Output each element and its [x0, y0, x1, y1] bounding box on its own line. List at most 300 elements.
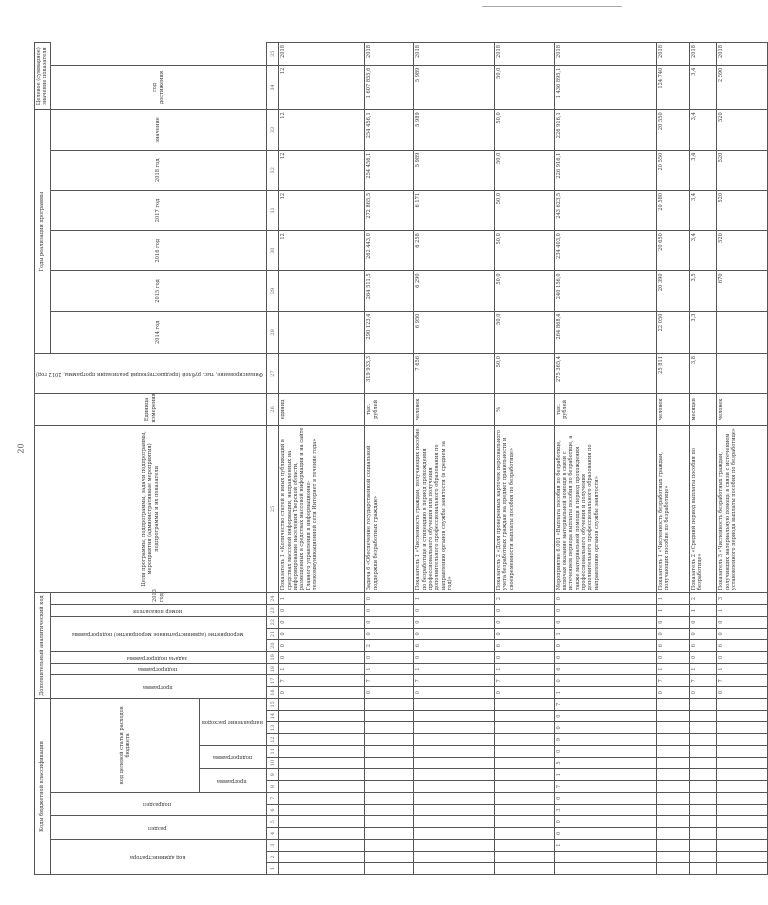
row-name: Задача 6 «Обеспечение государственной социальной поддержки безработных граждан» — [365, 425, 414, 593]
page-number: 20 — [16, 443, 26, 454]
code-digit — [689, 816, 717, 828]
column-number: 27 — [267, 354, 279, 394]
dop-indicator-header: номер показателя — [50, 605, 267, 617]
code-digit — [656, 816, 689, 828]
code-digit — [689, 698, 717, 710]
code-digit: 7 — [689, 675, 717, 687]
code-digit — [689, 781, 717, 793]
code-digit — [414, 863, 495, 875]
code-digit: 1 — [554, 628, 656, 640]
code-digit: 6 — [656, 640, 689, 652]
code-digit — [656, 804, 689, 816]
code-digit — [279, 851, 365, 863]
target-year-header: год достижения — [50, 65, 267, 110]
code-digit — [279, 722, 365, 734]
table-row — [414, 43, 495, 875]
code-digit: 0 — [717, 687, 767, 699]
row-target-value: 3,4 — [689, 65, 717, 110]
row-target-year: 2018 — [365, 43, 414, 66]
y2016-header: 2016 год — [50, 231, 267, 271]
code-digit: 1 — [689, 605, 717, 617]
row-year-value: 3,4 — [689, 110, 717, 150]
target-article-header: код целевой статьи расходов бюджета — [50, 698, 200, 792]
code-digit — [717, 769, 767, 781]
code-digit — [656, 710, 689, 722]
row-year-value: 50,0 — [495, 231, 555, 271]
code-digit: 0 — [554, 722, 656, 734]
code-digit: 0 — [554, 828, 656, 840]
code-digit — [717, 722, 767, 734]
row-unit: % — [495, 394, 555, 425]
code-digit — [365, 816, 414, 828]
code-digit — [414, 816, 495, 828]
code-digit: 1 — [554, 839, 656, 851]
column-number: 21 — [267, 628, 279, 640]
admin-code-header: код администратора — [50, 839, 267, 874]
code-digit — [279, 757, 365, 769]
code-digit: 7 — [717, 675, 767, 687]
code-digit — [365, 839, 414, 851]
row-unit: человек — [717, 394, 767, 425]
row-year-value: 264 511,5 — [365, 271, 414, 311]
row-target-value: 12 — [279, 65, 365, 110]
column-number: 30 — [267, 231, 279, 271]
y2015-header: 2015 год — [50, 271, 267, 311]
row-year-value: 3,4 — [689, 150, 717, 190]
code-digit — [414, 745, 495, 757]
code-digit — [717, 816, 767, 828]
code-digit — [414, 769, 495, 781]
row-unit: месяцев — [689, 394, 717, 425]
row-name: Показатель 1 «Численность безработных граждан, получающих пособие по безработице» — [656, 425, 689, 593]
code-digit — [689, 839, 717, 851]
code-digit — [656, 851, 689, 863]
row-year-value: 12 — [279, 110, 365, 150]
row-year-value: 234 403,0 — [554, 231, 656, 271]
code-digit: 0 — [554, 640, 656, 652]
table-row — [717, 43, 767, 875]
code-digit: 1 — [554, 769, 656, 781]
column-number: 6 — [267, 804, 279, 816]
code-digit: 6 — [554, 663, 656, 675]
financing-2012-header: Финансирование, тыс. рублей (предшествующий реализации программы, 2012 год) — [35, 354, 267, 394]
code-digit — [279, 781, 365, 793]
code-digit: 0 — [656, 616, 689, 628]
code-digit: 1 — [656, 663, 689, 675]
code-digit — [365, 698, 414, 710]
code-digit: 0 — [279, 605, 365, 617]
code-digit — [414, 851, 495, 863]
code-digit — [495, 804, 555, 816]
row-target-year: 2018 — [656, 43, 689, 66]
column-number: 2 — [267, 851, 279, 863]
code-digit — [689, 792, 717, 804]
code-digit: 0 — [495, 628, 555, 640]
code-digit — [414, 792, 495, 804]
code-digit — [365, 769, 414, 781]
code-digit — [717, 781, 767, 793]
code-digit: 0 — [414, 687, 495, 699]
code-digit: 0 — [495, 687, 555, 699]
code-digit: 0 — [414, 616, 495, 628]
code-digit — [495, 851, 555, 863]
row-year-value: 50,0 — [495, 150, 555, 190]
y2018-header: 2018 год — [50, 150, 267, 190]
code-digit — [717, 792, 767, 804]
code-digit — [365, 792, 414, 804]
code-digit: 7 — [365, 675, 414, 687]
row-unit: тыс. рублей — [365, 394, 414, 425]
code-digit: 1 — [717, 605, 767, 617]
kbk-header: Коды бюджетной классификации — [35, 698, 51, 874]
code-digit — [689, 828, 717, 840]
code-digit: 0 — [495, 651, 555, 663]
row-year-value: 50,0 — [495, 190, 555, 230]
row-target-value: 5 989 — [414, 65, 495, 110]
code-digit: 0 — [279, 651, 365, 663]
code-digit — [365, 863, 414, 875]
rotated-table-container — [34, 42, 738, 875]
table-row — [365, 43, 414, 875]
additional-code-header: Дополнительный аналитический код — [35, 593, 51, 699]
column-numbers-row — [267, 43, 279, 875]
row-unit: тыс. рублей — [554, 394, 656, 425]
code-digit — [495, 722, 555, 734]
column-number: 26 — [267, 394, 279, 425]
code-digit: 0 — [495, 605, 555, 617]
code-digit: 0 — [365, 651, 414, 663]
code-digit — [495, 816, 555, 828]
code-digit — [717, 710, 767, 722]
row-year-value: 5 989 — [414, 110, 495, 150]
row-year-value: 520 — [717, 110, 767, 150]
row-year-value: 3,3 — [689, 311, 717, 353]
code-digit — [656, 769, 689, 781]
row-year-value: 5 989 — [414, 150, 495, 190]
code-digit — [689, 734, 717, 746]
row-target-year: 2018 — [717, 43, 767, 66]
row-financing-2012: 7 656 — [414, 354, 495, 394]
code-digit — [279, 839, 365, 851]
column-number: 35 — [267, 43, 279, 66]
column-number: 23 — [267, 605, 279, 617]
row-name: Показатель 3 «Численность безработных граждан, получивших материальную помощь в связи с истечением установленного периода выплаты пособия по безработице» — [717, 425, 767, 593]
code-digit — [414, 781, 495, 793]
row-financing-2012: 319 933,3 — [365, 354, 414, 394]
code-digit: 0 — [656, 651, 689, 663]
row-year-value: 226 916,1 — [554, 110, 656, 150]
column-number: 20 — [267, 640, 279, 652]
code-digit — [365, 734, 414, 746]
code-digit — [495, 769, 555, 781]
code-digit: 1 — [656, 593, 689, 605]
code-digit: 0 — [279, 640, 365, 652]
code-digit — [717, 745, 767, 757]
code-digit: 2 — [495, 593, 555, 605]
program-header: программа — [200, 769, 267, 792]
column-number: 19 — [267, 651, 279, 663]
code-digit: 0 — [717, 616, 767, 628]
row-year-value: 12 — [279, 231, 365, 271]
dop-task-header: задача подпрограммы — [50, 651, 267, 663]
code-digit: 0 — [365, 687, 414, 699]
code-digit — [495, 828, 555, 840]
document-page — [34, 42, 738, 875]
scan-edge-mark — [482, 6, 622, 11]
code-digit: 0 — [365, 605, 414, 617]
code-digit — [279, 710, 365, 722]
code-digit: 1 — [689, 663, 717, 675]
code-digit: 7 — [414, 675, 495, 687]
table-row — [689, 43, 717, 875]
code-digit — [689, 745, 717, 757]
code-digit — [656, 745, 689, 757]
code-digit — [495, 710, 555, 722]
code-digit: 1 — [495, 663, 555, 675]
column-number: 32 — [267, 150, 279, 190]
column-number: 11 — [267, 745, 279, 757]
code-digit — [656, 863, 689, 875]
row-unit: человек — [656, 394, 689, 425]
row-year-value: 20 650 — [656, 231, 689, 271]
column-number: 8 — [267, 781, 279, 793]
code-digit — [717, 828, 767, 840]
code-digit — [495, 863, 555, 875]
code-digit — [495, 698, 555, 710]
code-digit: 5 — [554, 757, 656, 769]
code-digit — [717, 698, 767, 710]
code-digit — [495, 745, 555, 757]
code-digit — [689, 710, 717, 722]
column-number: 31 — [267, 190, 279, 230]
code-digit — [554, 863, 656, 875]
column-number: 7 — [267, 792, 279, 804]
years-header: Годы реализации программы — [35, 110, 51, 354]
subprogram-header: подпрограмма — [200, 745, 267, 768]
code-digit — [279, 804, 365, 816]
dop-program-header: программа — [50, 675, 267, 698]
code-digit — [365, 804, 414, 816]
row-year-value: 6 950 — [414, 311, 495, 353]
code-digit: 0 — [365, 593, 414, 605]
row-year-value: 50,0 — [495, 271, 555, 311]
code-digit — [689, 722, 717, 734]
code-digit — [279, 828, 365, 840]
code-digit — [414, 710, 495, 722]
code-digit — [365, 828, 414, 840]
code-digit: 0 — [554, 792, 656, 804]
table-row — [279, 43, 365, 875]
row-name: Показатель 2 «Средний период выплаты пособия по безработице» — [689, 425, 717, 593]
code-digit: 0 — [279, 628, 365, 640]
code-digit — [717, 757, 767, 769]
code-digit: 0 — [656, 687, 689, 699]
code-digit: 0 — [656, 628, 689, 640]
code-digit: 7 — [554, 781, 656, 793]
code-digit — [279, 792, 365, 804]
row-year-value: 22 050 — [656, 311, 689, 353]
column-number: 18 — [267, 663, 279, 675]
code-digit: 6 — [495, 640, 555, 652]
code-digit: 6 — [717, 640, 767, 652]
dop-subprogram-header: подпрограмма — [50, 663, 267, 675]
row-financing-2012: 3,8 — [689, 354, 717, 394]
row-year-value — [717, 311, 767, 353]
row-name: Мероприятие 6.001 «Выплата пособия по безработице, включая оказание материальной помощи в связи с истечением периода выплаты пособия по безработице, а также материальной помощи в период прохождения профессионального обучения и получения дополнительного профессионального образования по направлению органов службы занятости» — [554, 425, 656, 593]
row-year-value: 6 290 — [414, 271, 495, 311]
row-target-year: 2018 — [279, 43, 365, 66]
code-digit: 1 — [656, 605, 689, 617]
y2017-header: 2017 год — [50, 190, 267, 230]
column-number: 17 — [267, 675, 279, 687]
code-digit — [414, 722, 495, 734]
row-year-value: 6 171 — [414, 190, 495, 230]
code-digit — [495, 839, 555, 851]
row-target-value: 2 590 — [717, 65, 767, 110]
table-row — [656, 43, 689, 875]
column-number: 22 — [267, 616, 279, 628]
row-year-value: 670 — [717, 271, 767, 311]
row-year-value: 254 456,1 — [365, 110, 414, 150]
code-digit: 0 — [554, 605, 656, 617]
code-digit: 9 — [554, 734, 656, 746]
code-digit — [414, 828, 495, 840]
code-digit — [656, 757, 689, 769]
code-digit: 0 — [554, 816, 656, 828]
code-digit — [414, 757, 495, 769]
table-row — [554, 43, 656, 875]
column-number: 3 — [267, 839, 279, 851]
column-number: 13 — [267, 722, 279, 734]
row-financing-2012 — [279, 354, 365, 394]
column-number: 14 — [267, 710, 279, 722]
code-digit — [717, 734, 767, 746]
code-digit: 0 — [414, 651, 495, 663]
code-digit: 7 — [554, 698, 656, 710]
row-year-value: 290 123,4 — [365, 311, 414, 353]
row-target-value: 1 607 855,6 — [365, 65, 414, 110]
code-digit: 0 — [279, 687, 365, 699]
code-digit — [495, 734, 555, 746]
row-financing-2012 — [717, 354, 767, 394]
row-year-value: 520 — [717, 190, 767, 230]
code-digit: 3 — [717, 593, 767, 605]
code-digit: 7 — [495, 675, 555, 687]
row-year-value: 240 156,0 — [554, 271, 656, 311]
code-digit: 6 — [689, 640, 717, 652]
code-digit: 3 — [554, 804, 656, 816]
code-digit — [495, 792, 555, 804]
code-digit — [656, 792, 689, 804]
code-digit — [689, 863, 717, 875]
column-number: 34 — [267, 65, 279, 110]
code-digit — [365, 781, 414, 793]
code-digit: 7 — [656, 675, 689, 687]
code-digit: 2 — [365, 640, 414, 652]
code-digit — [365, 851, 414, 863]
target-value-header: значение — [50, 110, 267, 150]
row-year-value: 520 — [717, 150, 767, 190]
row-year-value: 520 — [717, 231, 767, 271]
code-digit — [554, 851, 656, 863]
code-digit: 0 — [689, 687, 717, 699]
code-digit — [689, 757, 717, 769]
column-number: 33 — [267, 110, 279, 150]
row-year-value — [279, 271, 365, 311]
row-financing-2012: 275 365,4 — [554, 354, 656, 394]
row-year-value: 3,4 — [689, 231, 717, 271]
row-year-value: 50,0 — [495, 110, 555, 150]
code-digit — [717, 804, 767, 816]
code-digit — [279, 816, 365, 828]
row-year-value: 20 550 — [656, 150, 689, 190]
code-digit — [414, 734, 495, 746]
row-name: Показатель 1 «Численность граждан, получающих пособие по безработице и стипендию в период прохождения профессионального обучения или получения дополнительного профессионального образования по направлению органов службы занятости (в среднем за год)» — [414, 425, 495, 593]
row-year-value: 262 443,0 — [365, 231, 414, 271]
code-digit — [365, 757, 414, 769]
row-target-year: 2018 — [495, 43, 555, 66]
y2014-header: 2014 год — [50, 311, 267, 353]
code-digit: 1 — [717, 663, 767, 675]
row-year-value: 243 623,5 — [554, 190, 656, 230]
code-digit: 0 — [717, 628, 767, 640]
column-number: 24 — [267, 593, 279, 605]
code-digit: 0 — [554, 651, 656, 663]
row-year-value: 12 — [279, 150, 365, 190]
code-digit — [279, 769, 365, 781]
code-digit — [279, 863, 365, 875]
code-digit: 1 — [414, 663, 495, 675]
goals-header: Цели программы, подпрограммы, задачи подпрограммы, мероприятия (административные мероприятия) подпрограммы и их показатели — [35, 425, 267, 593]
code-digit: 0 — [554, 616, 656, 628]
row-year-value: 254 456,1 — [365, 150, 414, 190]
code-digit — [365, 745, 414, 757]
target-header: Целевое (суммарное) значение показателя — [35, 43, 51, 110]
row-year-value: 272 865,5 — [365, 190, 414, 230]
code-digit — [279, 745, 365, 757]
row-unit: единиц — [279, 394, 365, 425]
code-digit: 0 — [365, 628, 414, 640]
row-target-value: 124 740 — [656, 65, 689, 110]
code-digit — [414, 698, 495, 710]
code-digit: 0 — [554, 675, 656, 687]
dop-event-header: мероприятие (административное мероприятие) подпрограммы — [50, 616, 267, 651]
code-digit: 7 — [279, 675, 365, 687]
code-digit — [717, 839, 767, 851]
row-unit: человек — [414, 394, 495, 425]
row-year-value: 12 — [279, 190, 365, 230]
code-digit: 0 — [554, 710, 656, 722]
row-year-value: 3,5 — [689, 271, 717, 311]
column-number: 29 — [267, 271, 279, 311]
code-digit — [495, 757, 555, 769]
code-digit: 1 — [414, 593, 495, 605]
row-target-year: 2018 — [689, 43, 717, 66]
code-digit: 0 — [554, 593, 656, 605]
code-digit: 0 — [689, 628, 717, 640]
code-digit — [365, 722, 414, 734]
column-number: 16 — [267, 687, 279, 699]
column-number: 9 — [267, 769, 279, 781]
code-digit: 0 — [717, 651, 767, 663]
program-indicators-table — [34, 42, 768, 875]
row-target-year: 2018 — [554, 43, 656, 66]
row-year-value: 226 916,1 — [554, 150, 656, 190]
row-target-value: 50,0 — [495, 65, 555, 110]
row-year-value: 6 258 — [414, 231, 495, 271]
column-number: 15 — [267, 698, 279, 710]
row-year-value: 20 550 — [656, 110, 689, 150]
